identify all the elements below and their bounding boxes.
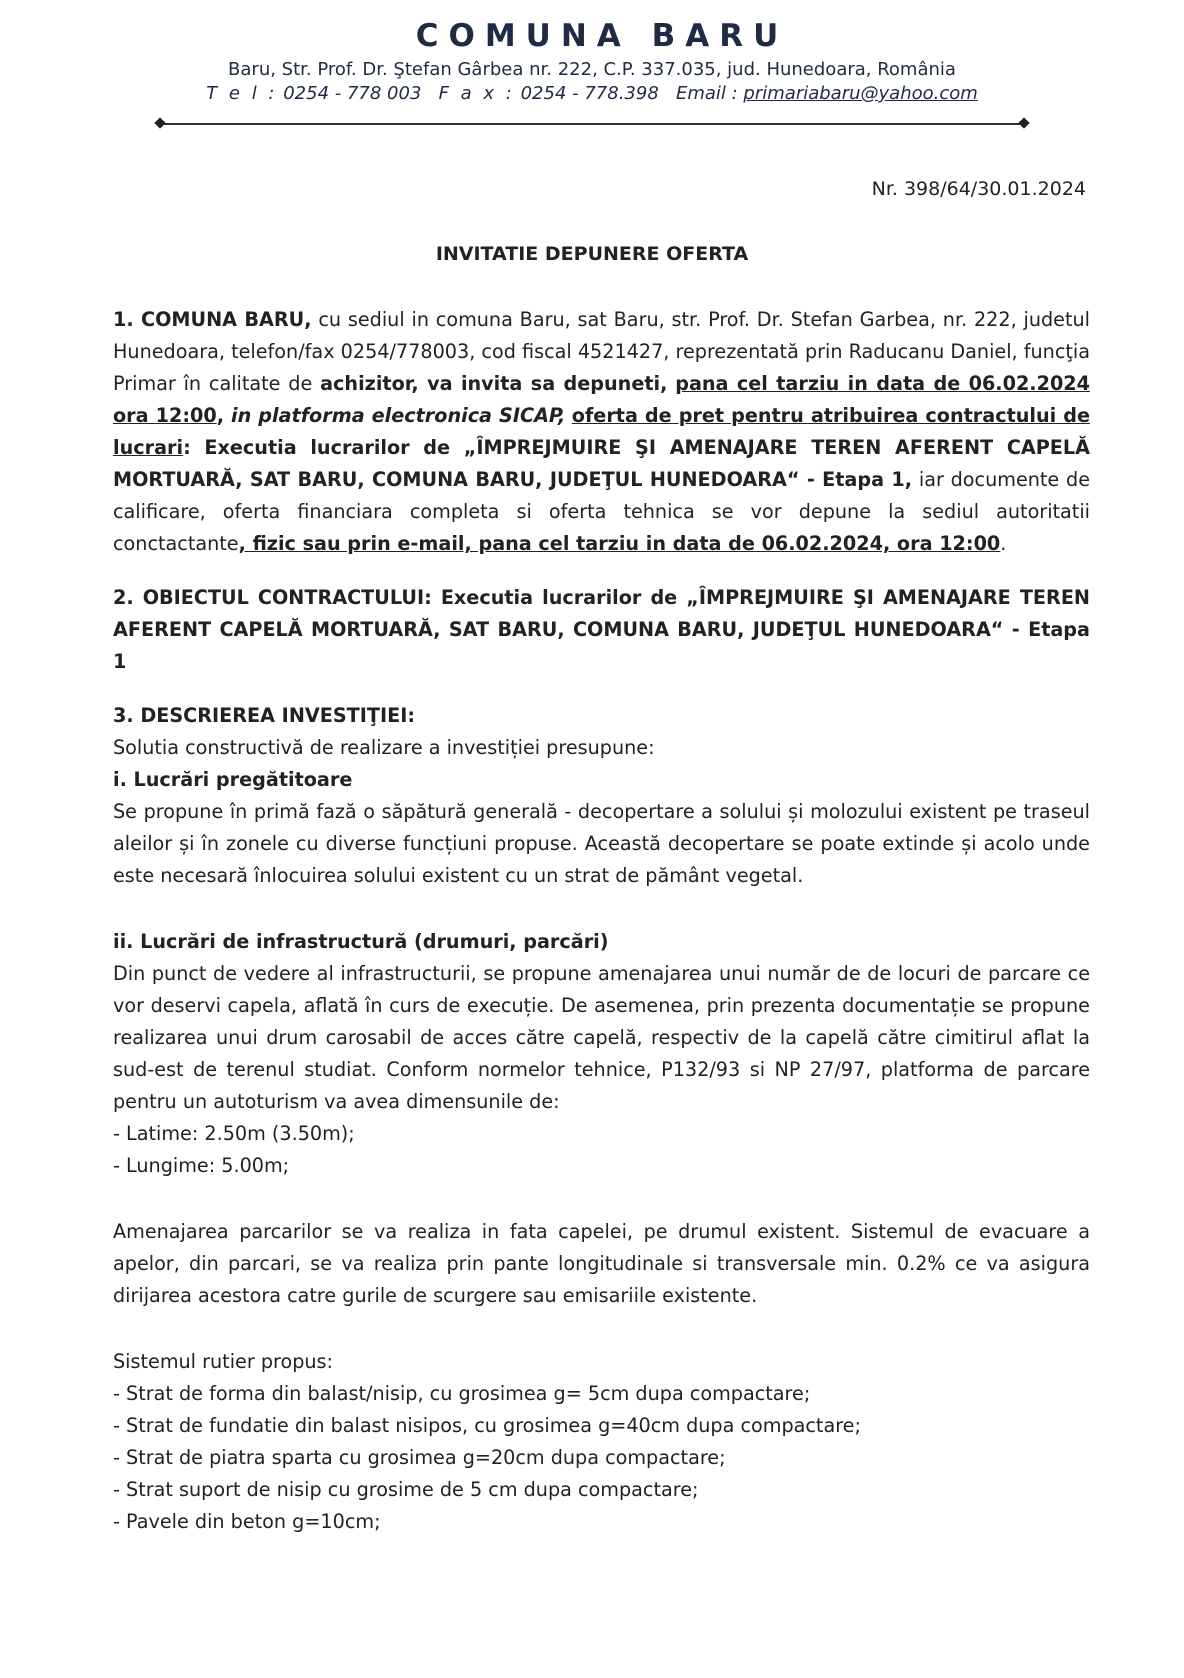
section-2-paragraph <box>113 582 1090 678</box>
section-1-text: cu sediul in comuna Baru, sat Baru, str. Prof. Dr. Stefan Garbea, nr. 222, judetul Hunedoara, telefon/fax 0254/778003, cod fiscal 4521427, reprezentată prin Raducanu Daniel, funcţia Primar în calitate de <box>113 308 1091 395</box>
header-divider <box>160 123 1024 125</box>
road-layer-item: - Pavele din beton g=10cm; <box>113 1510 381 1533</box>
section-1-platform: in platforma electronica SICAP, <box>231 404 566 427</box>
organization-name: COMUNA BARU <box>415 18 789 54</box>
section-2-heading: 2. OBIECTUL CONTRACTULUI <box>113 586 425 609</box>
tel-value: 0254 - 778 003 <box>283 83 422 104</box>
letterhead <box>0 18 1184 104</box>
subsection-i-heading: i. Lucrări pregătitoare <box>113 768 353 791</box>
divider-right-diamond-icon <box>1018 117 1029 128</box>
document-body <box>113 304 1090 1538</box>
road-layer-item: - Strat de piatra sparta cu grosimea g=20cm dupa compactare; <box>113 1446 726 1469</box>
subsection-ii-text: Din punct de vedere al infrastructurii, se propune amenajarea unui număr de de locuri de parcare ce vor deservi capela, aflată în curs de execuție. De asemenea, prin prezenta documentație se propune realizarea unui drum carosabil de acces către capelă, respectiv de la capelă către cimitirul aflat la sud-est de terenul studiat. Conform normelor tehnice, P132/93 si NP 27/97, platforma de parcare pentru un autoturism va avea dimensunile de: <box>113 962 1090 1113</box>
subsection-i-text: Se propune în primă fază o săpătură generală - decopertare a solului și molozului existent pe traseul aleilor și în zonele cu diverse funcțiuni propuse. Această decopertare se poate extinde și acolo unde este necesară înlocuirea solului existent cu un strat de pământ vegetal. <box>113 800 1090 887</box>
section-1-role: achizitor, va invita sa depuneti, <box>320 372 668 395</box>
tel-label: T e l : <box>206 83 278 104</box>
organization-address: Baru, Str. Prof. Dr. Ştefan Gârbea nr. 222, C.P. 337.035, jud. Hunedoara, România <box>228 59 956 80</box>
section-3-heading: 3. DESCRIEREA INVESTIŢIEI: <box>113 704 416 727</box>
road-layer-item: - Strat suport de nisip cu grosime de 5 cm dupa compactare; <box>113 1478 699 1501</box>
road-layer-item: - Strat de fundatie din balast nisipos, cu grosimea g=40cm dupa compactare; <box>113 1414 861 1437</box>
fax-label: F a x : <box>438 83 515 104</box>
subsection-ii-heading: ii. Lucrări de infrastructură (drumuri, parcări) <box>113 930 609 953</box>
section-3-intro: Solutia constructivă de realizare a investiției presupune: <box>113 736 655 759</box>
section-1-comma: , <box>216 404 232 427</box>
section-1-paragraph <box>113 304 1090 560</box>
document-title: INVITATIE DEPUNERE OFERTA <box>435 243 749 265</box>
section-2-text: : Executia lucrarilor de „ÎMPREJMUIRE ŞI AMENAJARE TEREN AFERENT CAPELĂ MORTUARĂ, SAT BARU, COMUNA BARU, JUDEŢUL HUNEDOARA“ - Etapa 1 <box>113 586 1090 673</box>
road-layer-item: - Strat de forma din balast/nisip, cu grosimea g= 5cm dupa compactare; <box>113 1382 811 1405</box>
section-1-offer: oferta de pret pentru atribuirea contractului de lucrari <box>113 404 1090 459</box>
contact-line <box>0 83 1184 104</box>
email-label: Email : <box>675 83 738 104</box>
parking-paragraph: Amenajarea parcarilor se va realiza in fata capelei, pe drumul existent. Sistemul de evacuare a apelor, din parcari, se va realiza prin pante longitudinale si transversale min. 0.2% ce va asigura dirijarea acestora catre gurile de scurgere sau emisariile existente. <box>113 1220 1090 1307</box>
section-1-deadline: pana cel tarziu in data de 06.02.2024 ora 12:00 <box>113 372 1090 427</box>
road-system-heading: Sistemul rutier propus: <box>113 1350 334 1373</box>
dimension-item: - Lungime: 5.00m; <box>113 1154 290 1177</box>
fax-value: 0254 - 778.398 <box>520 83 659 104</box>
dimension-item: - Latime: 2.50m (3.50m); <box>113 1122 355 1145</box>
email-link[interactable]: primariabaru@yahoo.com <box>743 83 978 104</box>
divider-left-diamond-icon <box>154 117 165 128</box>
reference-number: Nr. 398/64/30.01.2024 <box>871 178 1086 200</box>
section-1-works: : Executia lucrarilor de „ÎMPREJMUIRE ŞI AMENAJARE TEREN AFERENT CAPELĂ MORTUARĂ, SAT BARU, COMUNA BARU, JUDEŢUL HUNEDOARA“ - Etapa 1, <box>113 436 1090 491</box>
section-1-documents: iar documente de calificare, oferta financiara completa si oferta tehnica se vor depune la sediul autoritatii conctactante <box>113 468 1091 555</box>
section-1-period: . <box>1000 532 1007 555</box>
section-1-submission-deadline: , fizic sau prin e-mail, pana cel tarziu in data de 06.02.2024, ora 12:00 <box>238 532 1001 555</box>
section-1-lead: 1. COMUNA BARU, <box>113 308 312 331</box>
